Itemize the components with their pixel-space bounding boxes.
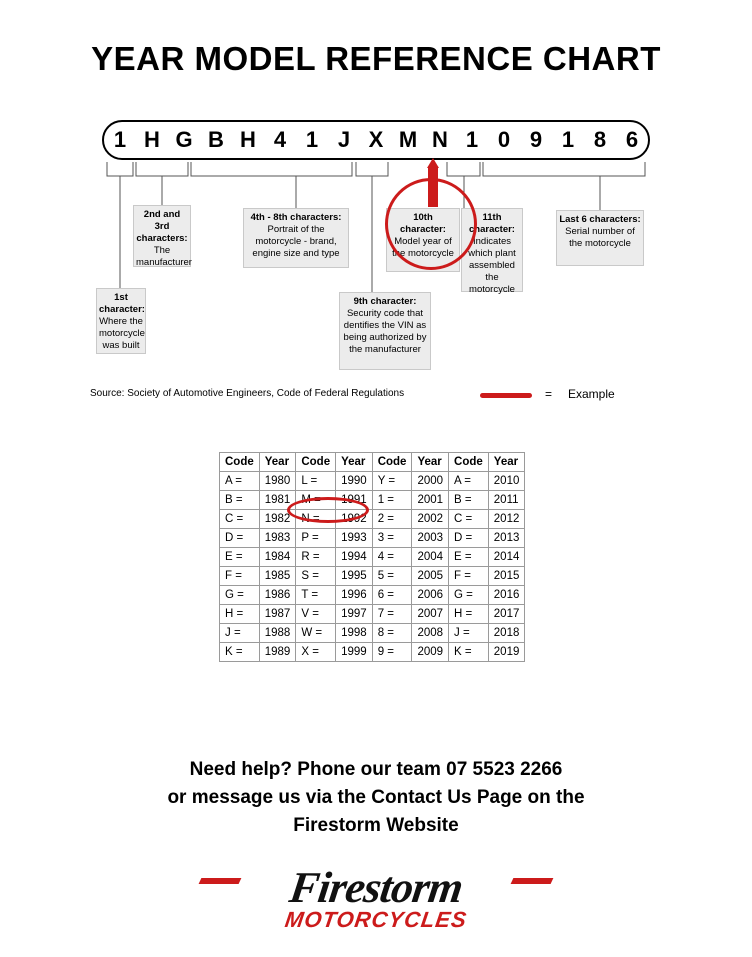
code-cell: 8 = [372,624,412,643]
code-cell: V = [296,605,336,624]
year-cell: 2013 [488,529,525,548]
code-cell: P = [296,529,336,548]
code-cell: 1 = [372,491,412,510]
vin-char: 6 [625,127,639,152]
code-cell: Y = [372,472,412,491]
year-cell: 2014 [488,548,525,567]
vin-char: B [208,127,224,152]
column-header: Year [488,453,525,472]
year-cell: 1984 [259,548,296,567]
code-cell: K = [449,643,489,662]
highlight-ellipse-vin-10th-character [385,178,477,270]
year-cell: 1986 [259,586,296,605]
table-row [220,586,525,605]
year-cell: 2011 [488,491,525,510]
table-row [220,548,525,567]
column-header: Code [372,453,412,472]
code-cell: F = [449,567,489,586]
code-cell: L = [296,472,336,491]
code-cell: G = [220,586,260,605]
vin-char: 1 [305,127,319,152]
table-row [220,643,525,662]
callout-heading: 2nd and 3rd characters: [136,209,188,244]
year-cell: 2018 [488,624,525,643]
example-swatch [480,393,532,398]
year-cell: 2010 [488,472,525,491]
vin-capsule [102,120,650,160]
footer-line-3: Firestorm Website [293,815,459,836]
footer-line-1: Need help? Phone our team 07 5523 2266 [189,759,563,780]
vin-char: M [398,127,418,152]
callout-heading: 4th - 8th characters: [250,212,342,223]
table-row [220,491,525,510]
column-header: Code [449,453,489,472]
code-cell: D = [449,529,489,548]
year-cell: 1992 [336,510,373,529]
year-cell: 1981 [259,491,296,510]
year-cell: 2004 [412,548,449,567]
year-cell: 2001 [412,491,449,510]
code-cell: N = [296,510,336,529]
vin-char: 1 [113,127,127,152]
year-cell: 2019 [488,643,525,662]
year-cell: 2002 [412,510,449,529]
year-cell: 2012 [488,510,525,529]
callout-first-character [96,288,146,354]
vin-char: H [144,127,160,152]
year-cell: 1991 [336,491,373,510]
code-cell: A = [220,472,260,491]
table-row [220,510,525,529]
year-cell: 1980 [259,472,296,491]
callout-body: The manufacturer [136,245,192,268]
year-cell: 2016 [488,586,525,605]
callout-body: Serial number of the motorcycle [565,226,635,249]
callout-second-third-characters [133,205,191,267]
year-cell: 1993 [336,529,373,548]
callout-last-six-characters [556,210,644,266]
code-cell: H = [449,605,489,624]
code-cell: 5 = [372,567,412,586]
table-row [220,529,525,548]
code-cell: D = [220,529,260,548]
firestorm-logo [196,860,556,935]
callout-heading: 9th character: [353,296,417,307]
year-cell: 1990 [336,472,373,491]
column-header: Year [259,453,296,472]
example-equals: = [545,387,553,401]
vin-char: X [368,127,384,152]
code-cell: E = [220,548,260,567]
year-cell: 1988 [259,624,296,643]
column-header: Code [296,453,336,472]
year-cell: 1985 [259,567,296,586]
vin-char: 9 [529,127,543,152]
year-cell: 2003 [412,529,449,548]
column-header: Code [220,453,260,472]
code-cell: H = [220,605,260,624]
code-cell: 7 = [372,605,412,624]
code-cell: B = [449,491,489,510]
page-title: YEAR MODEL REFERENCE CHART [91,40,661,77]
year-cell: 1996 [336,586,373,605]
footer-contact-text [0,756,752,840]
code-year-table-wrapper [219,452,525,662]
callout-body: Portrait of the motorcycle - brand, engine size and type [252,224,340,259]
year-cell: 1994 [336,548,373,567]
code-cell: B = [220,491,260,510]
code-cell: 9 = [372,643,412,662]
year-cell: 2005 [412,567,449,586]
code-cell: X = [296,643,336,662]
table-row [220,472,525,491]
code-cell: J = [220,624,260,643]
year-cell: 2015 [488,567,525,586]
callout-heading: 10th character: [400,212,446,235]
code-cell: W = [296,624,336,643]
table-row [220,624,525,643]
callout-fourth-eighth-characters [243,208,349,268]
source-text: Source: Society of Automotive Engineers, Code of Federal Regulations [90,388,405,399]
code-cell: E = [449,548,489,567]
code-cell: M = [296,491,336,510]
year-cell: 2006 [412,586,449,605]
footer-line-2: or message us via the Contact Us Page on the [167,787,585,808]
year-cell: 1987 [259,605,296,624]
year-cell: 2009 [412,643,449,662]
table-row [220,605,525,624]
table-row [220,567,525,586]
year-cell: 1998 [336,624,373,643]
code-cell: 6 = [372,586,412,605]
vin-char: 0 [497,127,511,152]
year-cell: 2008 [412,624,449,643]
code-cell: R = [296,548,336,567]
vin-char: J [337,127,351,152]
year-cell: 1995 [336,567,373,586]
callout-body: Security code that dentifies the VIN as being authorized by the manufacturer [343,308,427,355]
vin-char: N [432,127,448,152]
year-cell: 1989 [259,643,296,662]
column-header: Year [412,453,449,472]
year-cell: 1997 [336,605,373,624]
vin-char: 4 [273,127,287,152]
code-cell: 3 = [372,529,412,548]
code-cell: T = [296,586,336,605]
year-cell: 2000 [412,472,449,491]
callout-heading: 11th character: [469,212,515,235]
highlight-ellipse-table-m-1991 [287,497,369,523]
callout-body: Indicates which plant assembled the motorcycle [468,236,516,295]
year-cell: 1999 [336,643,373,662]
code-cell: 4 = [372,548,412,567]
callout-heading: 1st character: [99,292,145,315]
code-year-table [219,452,525,662]
year-cell: 1983 [259,529,296,548]
vin-char: G [175,127,193,152]
code-cell: C = [220,510,260,529]
year-cell: 1982 [259,510,296,529]
code-cell: G = [449,586,489,605]
example-label: Example [568,387,615,401]
table-header-row [220,453,525,472]
callout-body: Where the motorcycle was built [99,316,145,351]
code-cell: A = [449,472,489,491]
code-cell: K = [220,643,260,662]
callout-ninth-character [339,292,431,370]
column-header: Year [336,453,373,472]
callout-body: Model year of the motorcycle [392,236,454,259]
code-cell: C = [449,510,489,529]
vin-char: H [240,127,256,152]
code-cell: 2 = [372,510,412,529]
code-cell: F = [220,567,260,586]
vin-char: 8 [593,127,607,152]
logo-subtitle: MOTORCYCLES [283,907,469,932]
year-cell: 2007 [412,605,449,624]
callout-heading: Last 6 characters: [559,214,641,225]
vin-char: 1 [465,127,479,152]
vin-char: 1 [561,127,575,152]
code-cell: S = [296,567,336,586]
code-cell: J = [449,624,489,643]
logo-wordmark: Firestorm [286,863,466,912]
year-cell: 2017 [488,605,525,624]
